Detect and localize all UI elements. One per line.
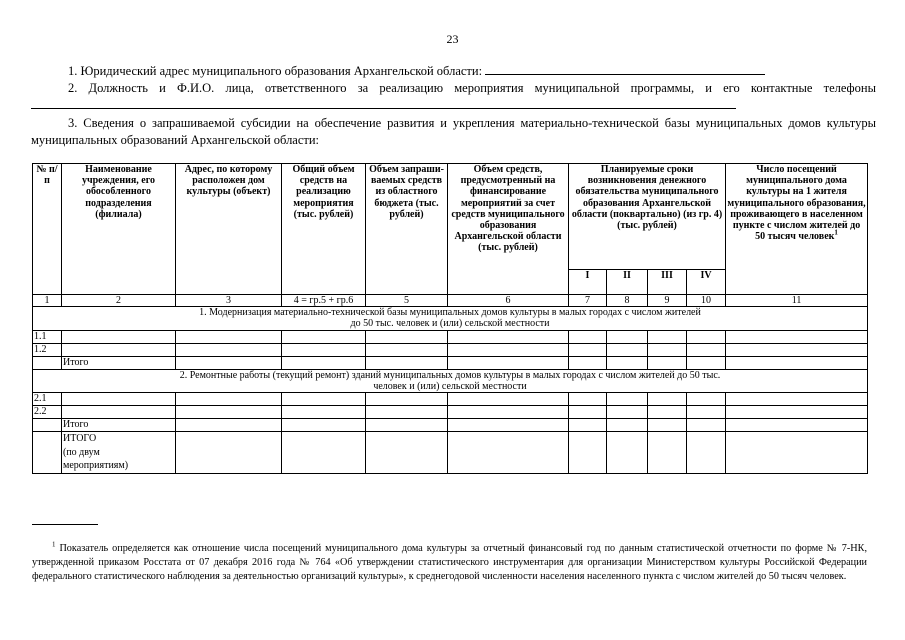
col-visits-text: Число посещений муниципального дома культуры на 1 жителя муниципального образования, проживающего в населенном пункте с числом жителей до 50 тысяч человек — [727, 164, 866, 243]
col-number: 7 — [569, 295, 607, 307]
table-row — [33, 406, 868, 419]
total-label: Итого — [62, 356, 176, 369]
row-number: 2.1 — [33, 393, 62, 406]
footnote-text: Показатель определяется как отношение числа посещений муниципального дома культуры за отчетный финансовый год по данным статистической отчетности по форме № 7-НК, утвержденной приказом Росстата от 07 декабря 2016 года № 764 «Об утверждении статистического инструментария для организации Министерством культуры Российской Федерации федерального статистического наблюдения за деятельностью организаций культуры», к среднегодовой численности населения населенного пункта с числом жителей до 50 тысяч человек. — [32, 543, 867, 582]
row-number: 2.2 — [33, 406, 62, 419]
table-row — [33, 393, 868, 406]
address-fill-line-2 — [683, 63, 765, 75]
col-address-header: Адрес, по которому расположен дом культуры (объект) — [176, 164, 282, 295]
grand-total-line-3: мероприятиям) — [63, 460, 129, 472]
address-fill-line — [485, 63, 683, 75]
phones-fill-line-2 — [601, 97, 736, 109]
col-schedule-header: Планируемые сроки возникновения денежного обязательства муниципального образования Архангельской области (поквартально) (из гр. 4) (тыс. рублей) — [569, 164, 726, 270]
quarter-1: I — [569, 270, 607, 295]
total-label: Итого — [62, 419, 176, 432]
quarter-4: IV — [687, 270, 726, 295]
row-number: 1.1 — [33, 330, 62, 343]
section-2-total-row — [33, 419, 868, 432]
grand-total-line-1: ИТОГО — [63, 433, 97, 445]
section-2-title: 2. Ремонтные работы (текущий ремонт) зданий муниципальных домов культуры в малых городах с числом жителей до 50 тыс. человек и (или) сельской местности — [33, 369, 868, 392]
section-1-total-row — [33, 356, 868, 369]
col-number: 11 — [726, 295, 868, 307]
col-number: 6 — [448, 295, 569, 307]
col-municipal-header: Объем средств, предусмотренный на финансирование мероприятий за счет средств муниципального образования Архангельской области (тыс. рублей) — [448, 164, 569, 295]
section-2-row — [33, 369, 868, 392]
table-row — [33, 330, 868, 343]
footnote-mark: 1 — [52, 540, 56, 549]
item-1-address — [31, 63, 876, 80]
phones-fill-line — [31, 97, 601, 109]
row-number: 1.2 — [33, 343, 62, 356]
col-number: 2 — [62, 295, 176, 307]
col-number: 3 — [176, 295, 282, 307]
item-3-subsidy: 3. Сведения о запрашиваемой субсидии на обеспечение развития и укрепления материально-технической базы муниципальных домов культуры муниципальных образований Архангельской области: — [31, 116, 876, 147]
header-row — [33, 164, 868, 270]
col-number: 10 — [687, 295, 726, 307]
col-number: 5 — [366, 295, 448, 307]
quarter-2: II — [607, 270, 648, 295]
item-2-responsible — [31, 80, 876, 113]
grand-total-label — [62, 432, 176, 474]
col-number: 4 = гр.5 + гр.6 — [282, 295, 366, 307]
footnote — [32, 542, 867, 584]
col-institution-header: Наименование учреждения, его обособленного подразделения (филиала) — [62, 164, 176, 295]
page-number: 23 — [446, 32, 459, 46]
section-1-title: 1. Модернизация материально-технической базы муниципальных домов культуры в малых городах с числом жителей до 50 тыс. человек и (или) сельской местности — [33, 307, 868, 330]
col-visits-header — [726, 164, 868, 295]
section-1-row — [33, 307, 868, 330]
col-total-header: Общий объем средств на реализацию мероприятия (тыс. рублей) — [282, 164, 366, 295]
col-regional-header: Объем запраши-ваемых средств из областного бюджета (тыс. рублей) — [366, 164, 448, 295]
item-1-text: 1. Юридический адрес муниципального образования Архангельской области: — [68, 64, 483, 78]
grand-total-row — [33, 432, 868, 474]
table-row — [33, 343, 868, 356]
column-number-row — [33, 295, 868, 307]
footnote-ref: 1 — [834, 228, 838, 237]
col-num-header: № п/п — [33, 164, 62, 295]
item-2-text: 2. Должность и Ф.И.О. лица, ответственного за реализацию мероприятия муниципальной программы, и его контактные телефоны — [68, 81, 876, 95]
col-number: 8 — [607, 295, 648, 307]
subsidy-table — [32, 163, 868, 474]
col-number: 9 — [648, 295, 687, 307]
footnote-separator — [32, 524, 98, 525]
col-number: 1 — [33, 295, 62, 307]
grand-total-line-2: (по двум — [63, 446, 100, 458]
quarter-3: III — [648, 270, 687, 295]
